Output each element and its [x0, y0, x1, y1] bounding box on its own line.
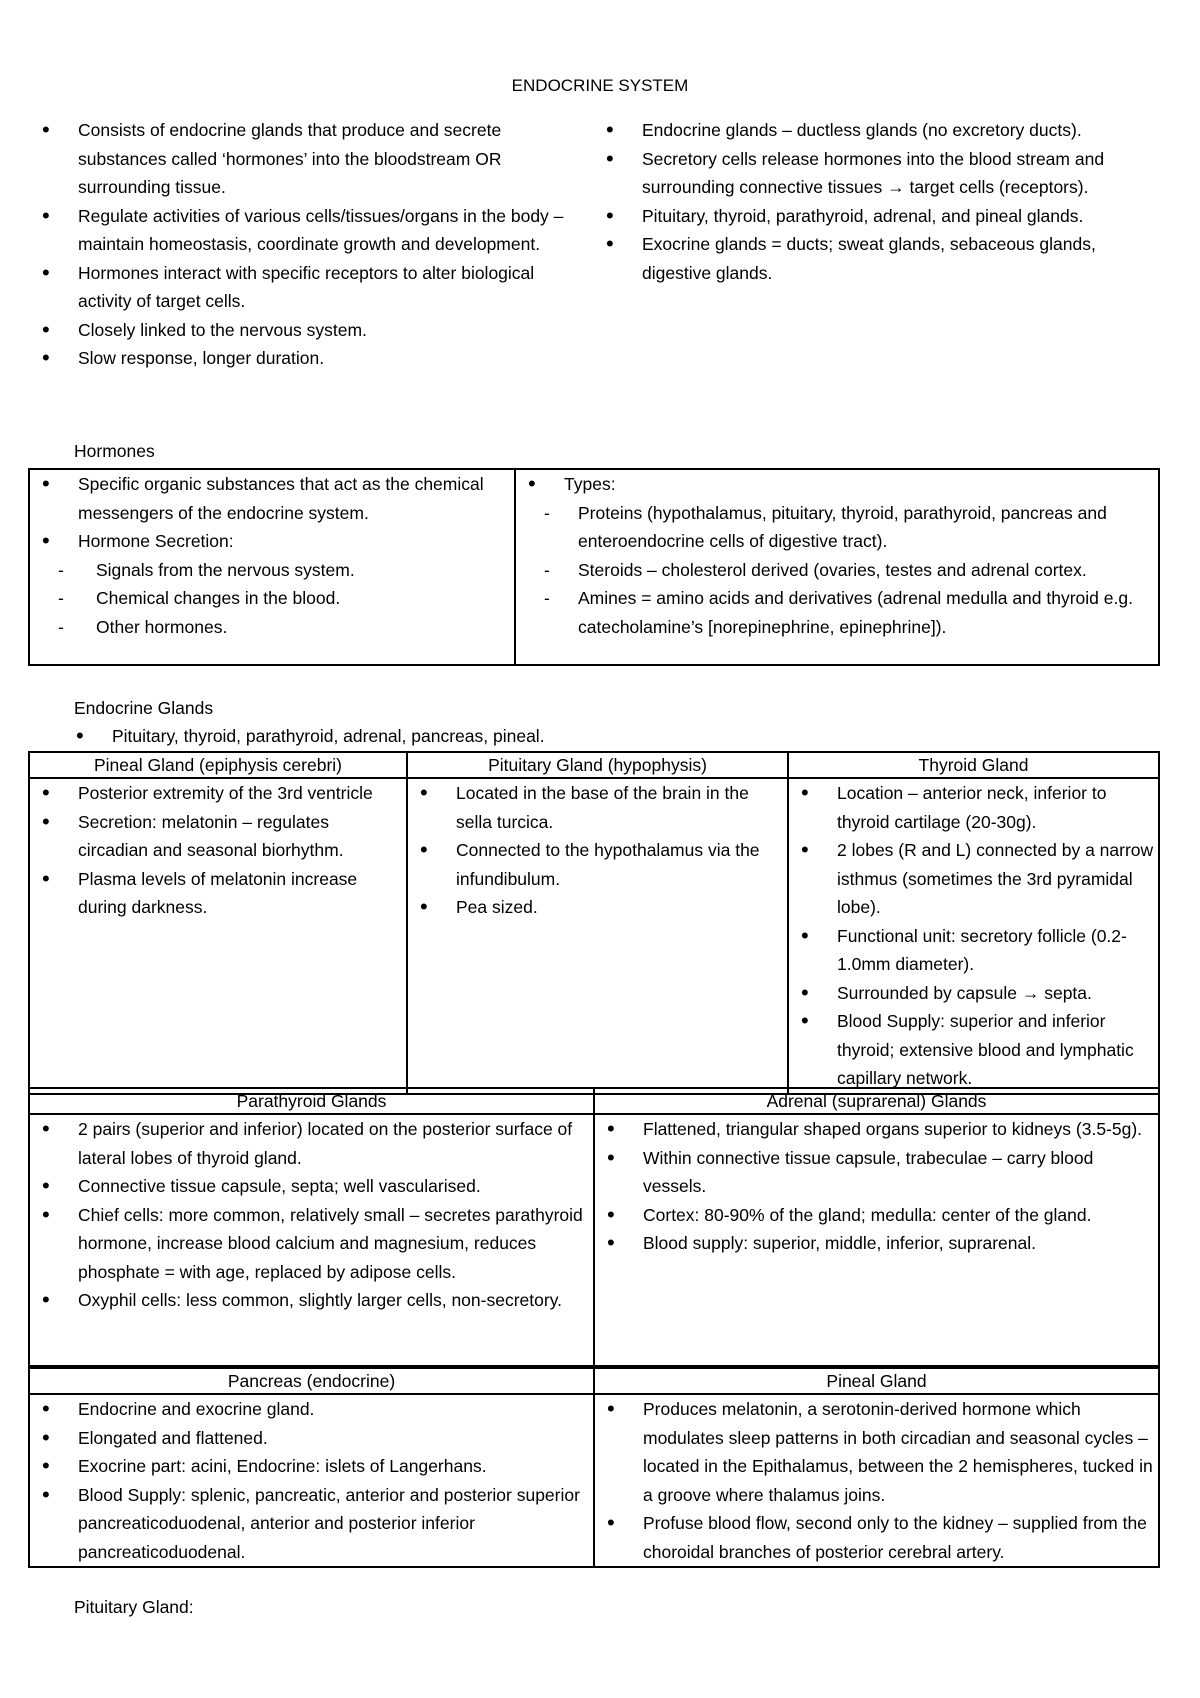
list-item: • Blood Supply: splenic, pancreatic, anterior and posterior superior pancreaticoduodenal, anterior and posterior inferior pancreaticoduodenal. — [34, 1481, 589, 1567]
intro-left-column — [30, 116, 590, 373]
page-title: ENDOCRINE SYSTEM — [511, 76, 689, 95]
list-item: • Produces melatonin, a serotonin-derived hormone which modulates sleep patterns in both circadian and seasonal cycles – located in the Epithalamus, between the 2 hemispheres, tucked in a groove where thalamus joins. — [599, 1395, 1154, 1509]
list-item: • Cortex: 80-90% of the gland; medulla: center of the gland. — [599, 1201, 1154, 1230]
header-pancreas: Pancreas (endocrine) — [29, 1368, 594, 1394]
list-item: • Secretion: melatonin – regulates circadian and seasonal biorhythm. — [34, 808, 402, 865]
hormones-left-cell — [29, 469, 515, 665]
list-item: • Hormone Secretion: — [34, 527, 510, 556]
list-item: • Specific organic substances that act as the chemical messengers of the endocrine system. — [34, 470, 510, 527]
list-item: • Surrounded by capsule → septa. — [793, 979, 1154, 1008]
parathyroid-cell — [29, 1114, 594, 1366]
list-item: • Elongated and flattened. — [34, 1424, 589, 1453]
dash-item: - Amines = amino acids and derivatives (adrenal medulla and thyroid e.g. catecholamine’s [norepinephrine, epinephrine]). — [520, 584, 1154, 641]
list-item: • Pea sized. — [412, 893, 783, 922]
pituitary-cell — [407, 778, 788, 1094]
list-item: • Exocrine part: acini, Endocrine: islets of Langerhans. — [34, 1452, 589, 1481]
list-item: • Connective tissue capsule, septa; well vascularised. — [34, 1172, 589, 1201]
adrenal-cell — [594, 1114, 1159, 1366]
dash-item: - Proteins (hypothalamus, pituitary, thyroid, parathyroid, pancreas and enteroendocrine cells of digestive tract). — [520, 499, 1154, 556]
list-item: • Pituitary, thyroid, parathyroid, adrenal, pancreas, pineal. — [64, 722, 864, 751]
list-item: • Types: — [520, 470, 1154, 499]
list-item: • 2 lobes (R and L) connected by a narrow isthmus (sometimes the 3rd pyramidal lobe). — [793, 836, 1154, 922]
list-item: • Regulate activities of various cells/tissues/organs in the body – maintain homeostasis, coordinate growth and development. — [30, 202, 590, 259]
list-item: • Exocrine glands = ducts; sweat glands, sebaceous glands, digestive glands. — [594, 230, 1154, 287]
dash-item: - Signals from the nervous system. — [34, 556, 510, 585]
list-item: • Posterior extremity of the 3rd ventricle — [34, 779, 402, 808]
list-item: • Flattened, triangular shaped organs superior to kidneys (3.5-5g). — [599, 1115, 1154, 1144]
header-pineal: Pineal Gland (epiphysis cerebri) — [29, 752, 407, 778]
dash-item: - Chemical changes in the blood. — [34, 584, 510, 613]
pancreas-cell — [29, 1394, 594, 1567]
dash-item: - Steroids – cholesterol derived (ovaries, testes and adrenal cortex. — [520, 556, 1154, 585]
list-item: • Connected to the hypothalamus via the infundibulum. — [412, 836, 783, 893]
list-item: • Hormones interact with specific receptors to alter biological activity of target cells. — [30, 259, 590, 316]
list-item: • Chief cells: more common, relatively small – secretes parathyroid hormone, increase blood calcium and magnesium, reduces phosphate = with age, replaced by adipose cells. — [34, 1201, 589, 1287]
list-item: • Consists of endocrine glands that produce and secrete substances called ‘hormones’ into the bloodstream OR surrounding tissue. — [30, 116, 590, 202]
list-item: • Pituitary, thyroid, parathyroid, adrenal, and pineal glands. — [594, 202, 1154, 231]
list-item: • Functional unit: secretory follicle (0.2-1.0mm diameter). — [793, 922, 1154, 979]
hormones-table — [28, 468, 1160, 666]
header-adrenal: Adrenal (suprarenal) Glands — [594, 1088, 1159, 1114]
glands-list — [64, 722, 864, 751]
header-pituitary: Pituitary Gland (hypophysis) — [407, 752, 788, 778]
list-item: • Located in the base of the brain in the sella turcica. — [412, 779, 783, 836]
list-item: • Oxyphil cells: less common, slightly larger cells, non-secretory. — [34, 1286, 589, 1315]
pineal-cell — [29, 778, 407, 1094]
header-pineal-2: Pineal Gland — [594, 1368, 1159, 1394]
list-item: • Plasma levels of melatonin increase during darkness. — [34, 865, 402, 922]
list-item: • Blood Supply: superior and inferior thyroid; extensive blood and lymphatic capillary network. — [793, 1007, 1154, 1093]
list-item: • Endocrine glands – ductless glands (no excretory ducts). — [594, 116, 1154, 145]
list-item: • Slow response, longer duration. — [30, 344, 590, 373]
header-thyroid: Thyroid Gland — [788, 752, 1159, 778]
pituitary-heading: Pituitary Gland: — [74, 1597, 194, 1617]
glands-table-1 — [28, 751, 1160, 1095]
list-item: • Secretory cells release hormones into the blood stream and surrounding connective tissues → target cells (receptors). — [594, 145, 1154, 202]
list-item: • Blood supply: superior, middle, inferior, suprarenal. — [599, 1229, 1154, 1258]
glands-heading: Endocrine Glands — [74, 698, 214, 718]
glands-table-2 — [28, 1087, 1160, 1367]
thyroid-cell — [788, 778, 1159, 1094]
glands-table-3 — [28, 1367, 1160, 1568]
header-parathyroid: Parathyroid Glands — [29, 1088, 594, 1114]
list-item: • Location – anterior neck, inferior to thyroid cartilage (20-30g). — [793, 779, 1154, 836]
dash-item: - Other hormones. — [34, 613, 510, 642]
list-item: • 2 pairs (superior and inferior) located on the posterior surface of lateral lobes of thyroid gland. — [34, 1115, 589, 1172]
intro-right-column — [594, 116, 1154, 287]
hormones-heading: Hormones — [74, 441, 155, 461]
pineal-2-cell — [594, 1394, 1159, 1567]
list-item: • Endocrine and exocrine gland. — [34, 1395, 589, 1424]
list-item: • Within connective tissue capsule, trabeculae – carry blood vessels. — [599, 1144, 1154, 1201]
hormones-right-cell — [515, 469, 1159, 665]
list-item: • Profuse blood flow, second only to the kidney – supplied from the choroidal branches of posterior cerebral artery. — [599, 1509, 1154, 1566]
list-item: • Closely linked to the nervous system. — [30, 316, 590, 345]
